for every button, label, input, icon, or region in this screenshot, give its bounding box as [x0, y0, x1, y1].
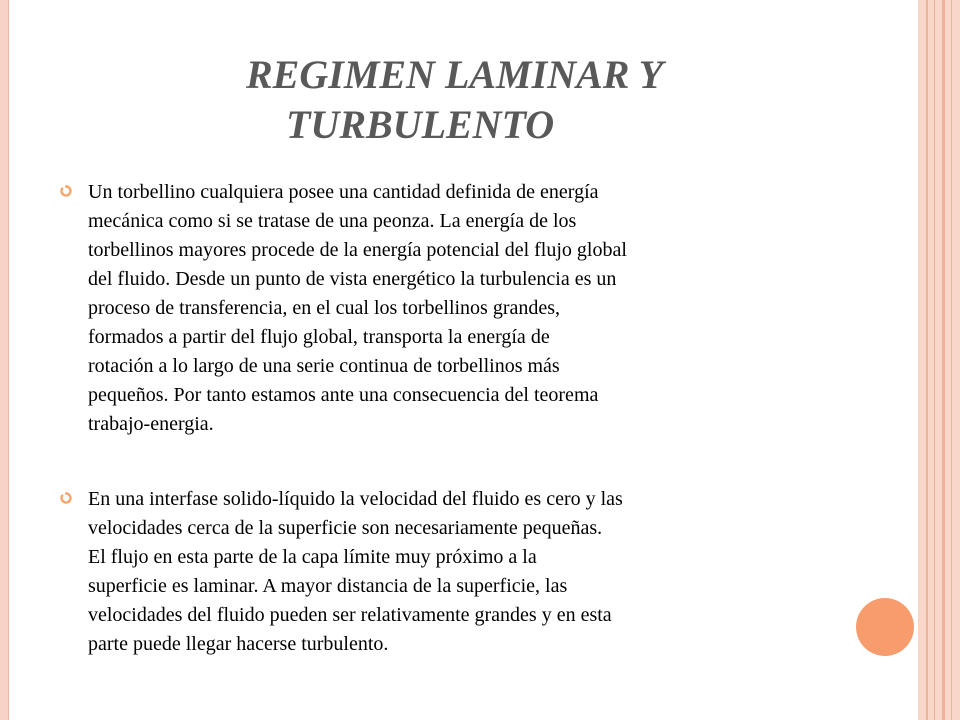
bullet-line: torbellinos mayores procede de la energía potencial del flujo global — [88, 239, 627, 261]
bullet-line: En una interfase solido-líquido la velocidad del fluido es cero y las — [88, 488, 623, 510]
title-line-1: REGIMEN LAMINAR Y — [246, 52, 664, 97]
bullet-line: Un torbellino cualquiera posee una cantidad definida de energía — [88, 181, 599, 203]
left-frame-border — [0, 0, 9, 720]
right-frame-border — [918, 0, 960, 720]
bullet-line: del fluido. Desde un punto de vista energético la turbulencia es un — [88, 268, 617, 290]
bullet-line: rotación a lo largo de una serie continua de torbellinos más — [88, 355, 560, 377]
bullet-line: El flujo en esta parte de la capa límite muy próximo a la — [88, 546, 537, 568]
frame-stripe — [934, 0, 935, 720]
bullet-line: pequeños. Por tanto estamos ante una consecuencia del teorema — [88, 384, 599, 406]
bullet-line: formados a partir del flujo global, transporta la energía de — [88, 326, 550, 348]
bullet-line: velocidades cerca de la superficie son necesariamente pequeñas. — [88, 517, 603, 539]
decorative-circle — [856, 598, 914, 656]
bullet-line: mecánica como si se tratase de una peonza. La energía de los — [88, 210, 577, 232]
frame-stripe — [926, 0, 928, 720]
ring-bullet-icon — [60, 185, 72, 197]
bullet-line: proceso de transferencia, en el cual los torbellinos grandes, — [88, 297, 561, 319]
bullet-line: velocidades del fluido pueden ser relativamente grandes y en esta — [88, 604, 612, 626]
bullet-list — [60, 178, 820, 659]
frame-stripe — [951, 0, 952, 720]
bullet-text — [88, 178, 820, 439]
slide-title — [170, 50, 770, 150]
title-line-2: TURBULENTO — [286, 102, 555, 147]
frame-stripe — [942, 0, 945, 720]
bullet-line: trabajo-energia. — [88, 413, 214, 435]
bullet-line: superficie es laminar. A mayor distancia de la superficie, las — [88, 575, 568, 597]
bullet-item — [60, 178, 820, 439]
bullet-item — [60, 485, 820, 659]
bullet-line: parte puede llegar hacerse turbulento. — [88, 633, 389, 655]
ring-bullet-icon — [60, 492, 72, 504]
bullet-text — [88, 485, 820, 659]
